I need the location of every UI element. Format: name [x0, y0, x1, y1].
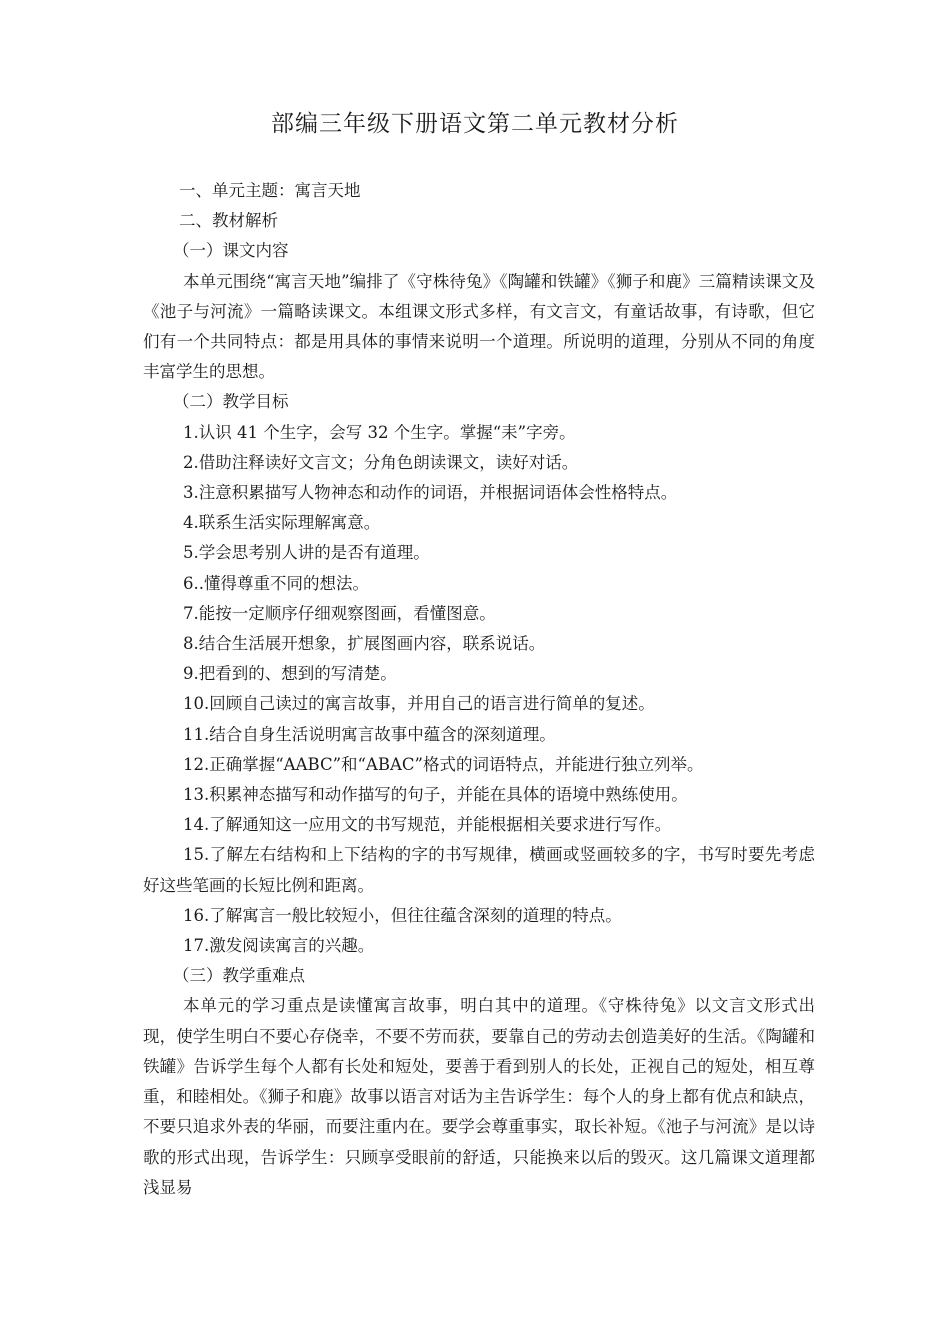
list-item: 13.积累神态描写和动作描写的句子，并能在具体的语境中熟练使用。	[183, 785, 688, 805]
list-item: 2.借助注释读好文言文；分角色朗读课文，读好对话。	[183, 452, 579, 472]
list-item: 15.了解左右结构和上下结构的字的书写规律，横画或竖画较多的字，书写时要先考虑好这些笔画的长短比例和距离。	[143, 845, 815, 895]
list-item: 1.认识 41 个生字，会写 32 个生字。掌握“耒”字旁。	[183, 422, 576, 442]
list-item: 11.结合自身生活说明寓言故事中蕴含的深刻道理。	[183, 724, 556, 744]
subsection-text-content: （一）课文内容	[173, 241, 289, 261]
list-item: 10.回顾自己读过的寓言故事，并用自己的语言进行简单的复述。	[183, 694, 655, 714]
list-item: 5.学会思考别人讲的是否有道理。	[183, 543, 430, 563]
section-material-analysis: 二、教材解析	[179, 211, 278, 231]
paragraph-text-content: 本单元围绕“寓言天地”编排了《守株待兔》《陶罐和铁罐》《狮子和鹿》三篇精读课文及《池子与河流》一篇略读课文。本组课文形式多样，有文言文，有童话故事，有诗歌，但它们有一个共同特点：都是用具体的事情来说明一个道理。所说明的道理，分别从不同的角度丰富学生的思想。	[143, 271, 815, 382]
goals-list	[143, 418, 815, 962]
list-item: 8.结合生活展开想象，扩展图画内容，联系说话。	[183, 634, 546, 654]
paragraph-key-difficulties: 本单元的学习重点是读懂寓言故事，明白其中的道理。《守株待兔》以文言文形式出现，使学生明白不要心存侥幸，不要不劳而获，要靠自己的劳动去创造美好的生活。《陶罐和铁罐》告诉学生每个人都有长处和短处，要善于看到别人的长处，正视自己的短处，相互尊重，和睦相处。《狮子和鹿》故事以语言对话为主告诉学生：每个人的身上都有优点和缺点，不要只追求外表的华丽，而要注重内在。要学会尊重事实，取长补短。《池子与河流》是以诗歌的形式出现，告诉学生：只顾享受眼前的舒适，只能换来以后的毁灭。这几篇课文道理都浅显易	[143, 996, 815, 1197]
list-item: 7.能按一定顺序仔细观察图画，看懂图意。	[183, 603, 496, 623]
document-title: 部编三年级下册语文第二单元教材分析	[271, 111, 679, 137]
list-item: 6..懂得尊重不同的想法。	[183, 573, 369, 593]
list-item: 14.了解通知这一应用文的书写规范，并能根据相关要求进行写作。	[183, 815, 672, 835]
section-unit-theme: 一、单元主题：寓言天地	[179, 181, 361, 200]
list-item: 17.激发阅读寓言的兴趣。	[183, 936, 375, 956]
subsection-teaching-goals: （二）教学目标	[173, 392, 289, 412]
document-body	[143, 176, 815, 1203]
list-item: 12.正确掌握“AABC”和“ABAC”格式的词语特点，并能进行独立列举。	[183, 754, 704, 774]
list-item: 16.了解寓言一般比较短小，但往往蕴含深刻的道理的特点。	[183, 905, 622, 925]
subsection-key-difficulties: （三）教学重难点	[173, 966, 305, 986]
list-item: 4.联系生活实际理解寓意。	[183, 513, 381, 533]
list-item: 9.把看到的、想到的写清楚。	[183, 664, 397, 684]
list-item: 3.注意积累描写人物神态和动作的词语，并根据词语体会性格特点。	[183, 483, 678, 503]
